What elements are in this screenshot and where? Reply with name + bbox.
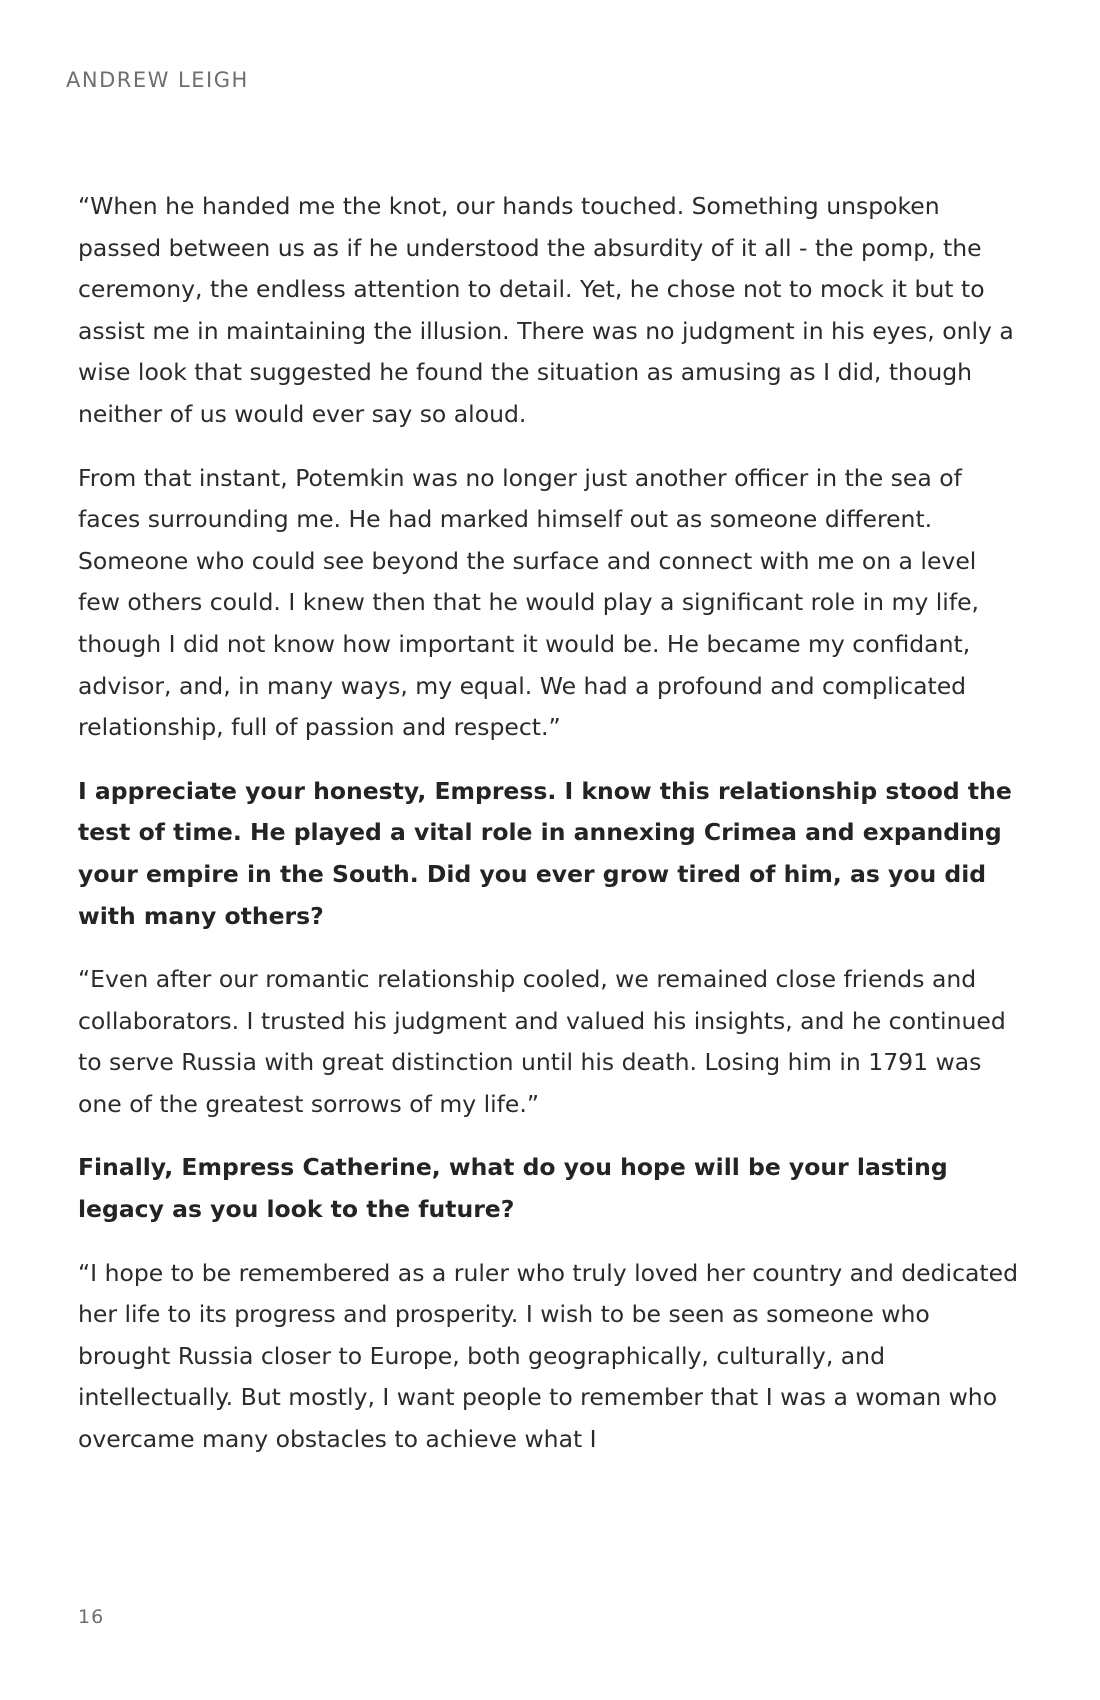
- paragraph-4: “I hope to be remembered as a ruler who truly loved her country and dedicated her life to its progress and prosperity. I wish to be seen as someone who brought Russia closer to Europe, both geographically, culturally, and intellectually. But mostly, I want people to remember that I was a woman who overcame many obstacles to achieve what I: [78, 1258, 1018, 1454]
- interview-question-2: Finally, Empress Catherine, what do you hope will be your lasting legacy as you look to the future?: [78, 1153, 948, 1224]
- running-head: ANDREW LEIGH: [66, 68, 249, 92]
- paragraph-2: From that instant, Potemkin was no longer just another officer in the sea of faces surrounding me. He had marked himself out as someone different. Someone who could see beyond the surface and connect with me on a level few others could. I knew then that he would play a significant role in my life, though I did not know how important it would be. He became my confidant, advisor, and, in many ways, my equal. We had a profound and complicated relationship, full of passion and respect.”: [78, 463, 980, 742]
- paragraph-1: “When he handed me the knot, our hands touched. Something unspoken passed between us as if he understood the absurdity of it all - the pomp, the ceremony, the endless attention to detail. Yet, he chose not to mock it but to assist me in maintaining the illusion. There was no judgment in his eyes, only a wise look that suggested he found the situation as amusing as I did, though neither of us would ever say so aloud.: [78, 192, 1014, 428]
- page-body: [78, 186, 1018, 1483]
- interview-question-1: I appreciate your honesty, Empress. I know this relationship stood the test of time. He played a vital role in annexing Crimea and expanding your empire in the South. Did you ever grow tired of him, as you did with many others?: [78, 776, 1012, 930]
- page-number: 16: [78, 1606, 105, 1628]
- paragraph-3: “Even after our romantic relationship cooled, we remained close friends and collaborators. I trusted his judgment and valued his insights, and he continued to serve Russia with great distinction until his death. Losing him in 1791 was one of the greatest sorrows of my life.”: [78, 965, 1006, 1118]
